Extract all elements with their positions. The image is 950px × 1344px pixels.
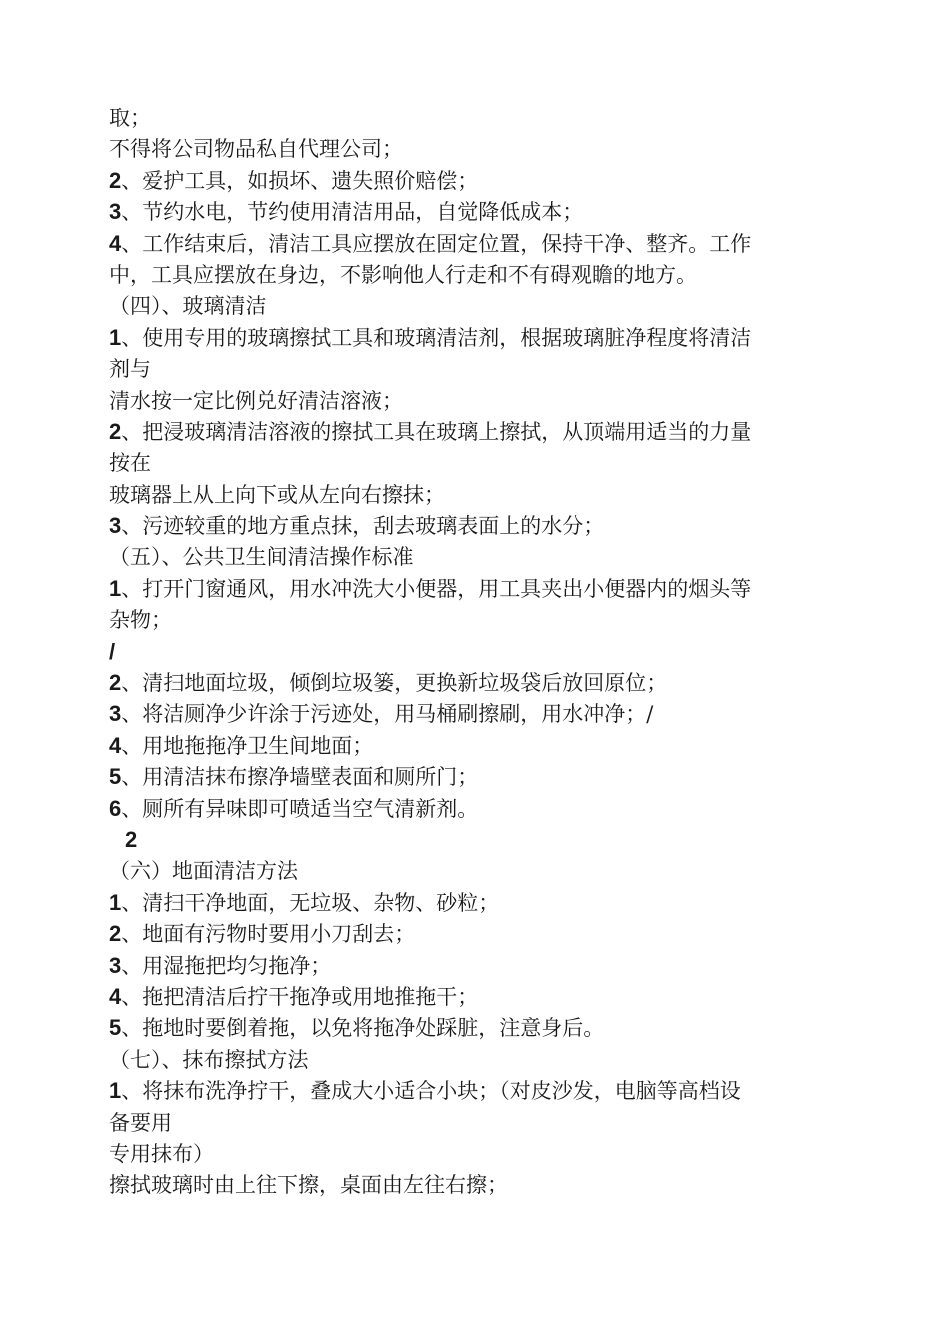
document-page [109, 102, 839, 1201]
text-line [109, 636, 839, 667]
line-text: 剂与 [109, 357, 151, 382]
item-number: 1 [109, 575, 122, 601]
item-number: 6 [109, 795, 122, 821]
line-text: 、厕所有异味即可喷适当空气清新剂。 [121, 796, 479, 821]
text-line [109, 698, 839, 729]
line-text: 不得将公司物品私自代理公司； [109, 137, 403, 162]
text-line [109, 1044, 839, 1075]
line-text: 按在 [109, 451, 151, 476]
item-number: 1 [109, 889, 122, 915]
item-number: 3 [109, 952, 122, 978]
item-number: 1 [109, 324, 122, 350]
line-text: （五）、公共卫生间清洁操作标准 [109, 545, 414, 570]
text-line [109, 102, 839, 133]
text-line [109, 165, 839, 196]
text-line [109, 541, 839, 572]
item-number: 3 [109, 513, 122, 539]
text-line [109, 1107, 839, 1138]
line-text: 杂物； [109, 608, 172, 633]
text-line [109, 259, 839, 290]
page-number [109, 824, 839, 855]
line-text: 、污迹较重的地方重点抹，刮去玻璃表面上的水分； [121, 514, 605, 539]
line-text: 取； [109, 106, 151, 130]
line-text: 、拖地时要倒着拖，以免将拖净处踩脏，注意身后。 [121, 1016, 605, 1041]
line-text: 玻璃器上从上向下或从左向右擦抹； [109, 482, 445, 507]
line-text: 、清扫干净地面，无垃圾、杂物、砂粒； [121, 890, 500, 915]
line-text: 、打开门窗通风，用水冲洗大小便器，用工具夹出小便器内的烟头等 [121, 576, 752, 601]
text-line [109, 1012, 839, 1043]
item-number: 4 [109, 230, 122, 256]
line-text: （六）地面清洁方法 [109, 859, 298, 884]
line-text: 、清扫地面垃圾，倾倒垃圾篓，更换新垃圾袋后放回原位； [121, 671, 668, 696]
text-line [109, 353, 839, 384]
text-line [109, 981, 839, 1012]
text-line [109, 573, 839, 604]
line-text: 、用清洁抹布擦净墙壁表面和厕所门； [121, 765, 479, 790]
line-text: 、地面有污物时要用小刀刮去； [121, 922, 416, 947]
item-number: 3 [109, 701, 122, 727]
item-number: 1 [109, 1078, 122, 1104]
item-number: 2 [109, 418, 122, 444]
text-line [109, 479, 839, 510]
line-text: 备要用 [109, 1110, 172, 1135]
line-text: 擦拭玻璃时由上往下擦，桌面由左往右擦； [109, 1173, 508, 1198]
text-line [109, 604, 839, 635]
item-number: / [109, 638, 116, 664]
text-line [109, 1075, 839, 1106]
item-number: 2 [125, 826, 138, 852]
line-text: 、爱护工具，如损坏、遗失照价赔偿； [121, 168, 479, 193]
line-text: （七）、抹布擦拭方法 [109, 1047, 309, 1072]
item-number: 4 [109, 732, 122, 758]
text-line [109, 385, 839, 416]
line-text: 、用地拖拖净卫生间地面； [121, 733, 374, 758]
text-line [109, 447, 839, 478]
text-line [109, 793, 839, 824]
text-line [109, 228, 839, 259]
text-line [109, 416, 839, 447]
text-line [109, 510, 839, 541]
text-line [109, 918, 839, 949]
line-text: 、工作结束后，清洁工具应摆放在固定位置，保持干净、整齐。工作 [121, 231, 752, 256]
line-text: 中，工具应摆放在身边，不影响他人行走和不有碍观瞻的地方。 [109, 262, 697, 287]
text-line [109, 855, 839, 886]
text-line [109, 730, 839, 761]
text-line [109, 322, 839, 353]
line-text: 、用湿拖把均匀拖净； [121, 953, 332, 978]
text-line [109, 667, 839, 698]
item-number: 5 [109, 764, 122, 790]
item-number: 5 [109, 1015, 122, 1041]
item-number: 2 [109, 167, 122, 193]
text-line [109, 761, 839, 792]
text-line [109, 887, 839, 918]
line-text: 专用抹布） [109, 1141, 214, 1166]
text-line [109, 133, 839, 164]
line-text: 、将抹布洗净拧干，叠成大小适合小块；（对皮沙发，电脑等高档设 [121, 1079, 741, 1104]
item-number: 3 [109, 199, 122, 225]
line-text: 、将洁厕净少许涂于污迹处，用马桶刷擦刷，用水冲净；/ [121, 702, 654, 727]
text-line [109, 290, 839, 321]
text-line [109, 1138, 839, 1169]
line-text: 、节约水电，节约使用清洁用品，自觉降低成本； [121, 200, 584, 225]
text-line [109, 196, 839, 227]
text-line [109, 1169, 839, 1200]
line-text: 、把浸玻璃清洁溶液的擦拭工具在玻璃上擦拭，从顶端用适当的力量 [121, 419, 752, 444]
line-text: （四）、玻璃清洁 [109, 294, 267, 319]
item-number: 2 [109, 921, 122, 947]
text-line [109, 950, 839, 981]
item-number: 4 [109, 983, 122, 1009]
item-number: 2 [109, 670, 122, 696]
line-text: 、拖把清洁后拧干拖净或用地推拖干； [121, 984, 479, 1009]
line-text: 清水按一定比例兑好清洁溶液； [109, 388, 403, 413]
line-text: 、使用专用的玻璃擦拭工具和玻璃清洁剂，根据玻璃脏净程度将清洁 [121, 325, 752, 350]
